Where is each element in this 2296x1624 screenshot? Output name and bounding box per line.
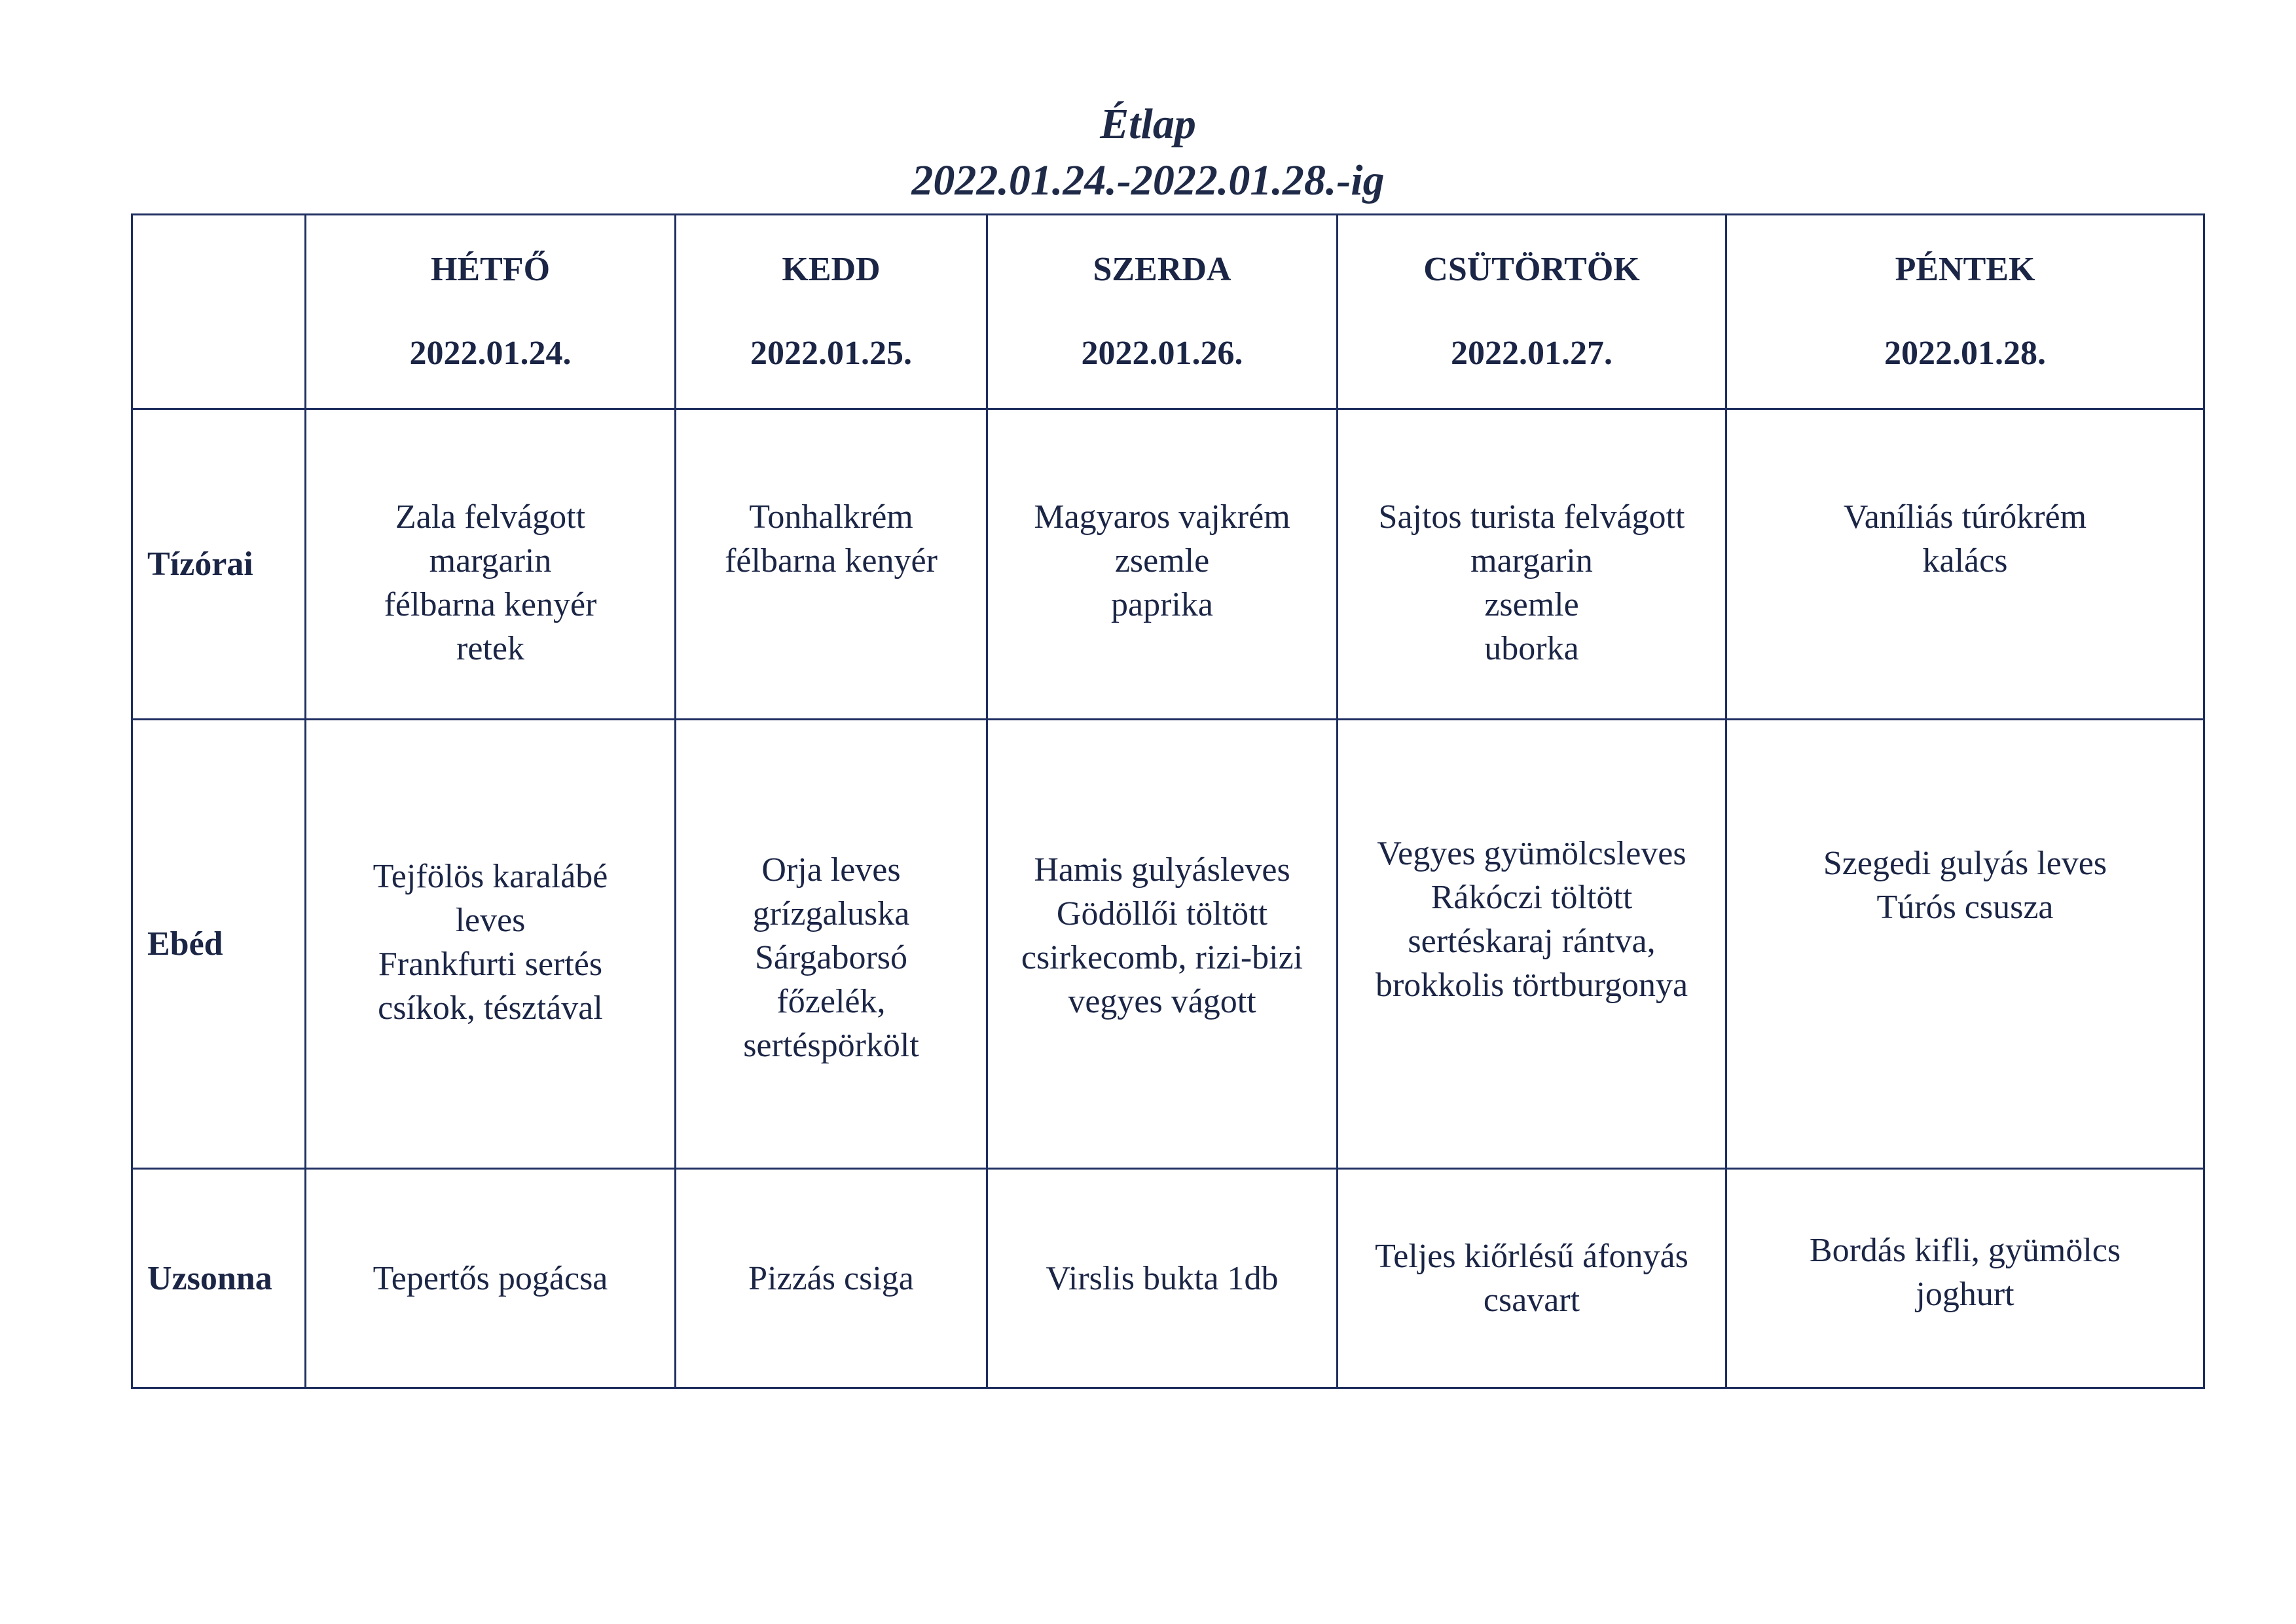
table-row-tizorai <box>132 409 2204 720</box>
menu-cell: Sajtos turista felvágott margarin zsemle uborka <box>1338 409 1726 720</box>
document-title: Étlap <box>1100 100 1196 148</box>
corner-cell <box>132 215 306 409</box>
menu-cell: Pizzás csiga <box>676 1169 987 1388</box>
menu-cell: Bordás kifli, gyümölcs joghurt <box>1726 1169 2204 1388</box>
date-range: 2022.01.24.-2022.01.28.-ig <box>911 157 1385 204</box>
day-header-friday: PÉNTEK 2022.01.28. <box>1726 215 2204 409</box>
day-header-wednesday: SZERDA 2022.01.26. <box>987 215 1338 409</box>
menu-cell: Vaníliás túrókrém kalács <box>1726 409 2204 720</box>
day-header-tuesday: KEDD 2022.01.25. <box>676 215 987 409</box>
menu-cell: Teljes kiőrlésű áfonyás csavart <box>1338 1169 1726 1388</box>
menu-cell: Tonhalkrém félbarna kenyér <box>676 409 987 720</box>
menu-cell: Virslis bukta 1db <box>987 1169 1338 1388</box>
menu-cell: Szegedi gulyás leves Túrós csusza <box>1726 720 2204 1169</box>
menu-cell: Vegyes gyümölcsleves Rákóczi töltött sertéskaraj rántva, brokkolis törtburgonya <box>1338 720 1726 1169</box>
menu-cell: Tepertős pogácsa <box>306 1169 676 1388</box>
row-label: Tízórai <box>132 409 306 720</box>
table-row-uzsonna <box>132 1169 2204 1388</box>
row-label: Uzsonna <box>132 1169 306 1388</box>
day-header-monday: HÉTFŐ 2022.01.24. <box>306 215 676 409</box>
row-label: Ebéd <box>132 720 306 1169</box>
menu-cell: Tejfölös karalábé leves Frankfurti sertés csíkok, tésztával <box>306 720 676 1169</box>
table-row-ebed <box>132 720 2204 1169</box>
header-row <box>132 215 2204 409</box>
menu-cell: Hamis gulyásleves Gödöllői töltött csirkecomb, rizi-bizi vegyes vágott <box>987 720 1338 1169</box>
menu-cell: Zala felvágott margarin félbarna kenyér retek <box>306 409 676 720</box>
menu-cell: Orja leves grízgaluska Sárgaborsó főzelék, sertéspörkölt <box>676 720 987 1169</box>
weekly-menu-table <box>131 213 2205 1389</box>
day-header-thursday: CSÜTÖRTÖK 2022.01.27. <box>1338 215 1726 409</box>
menu-cell: Magyaros vajkrém zsemle paprika <box>987 409 1338 720</box>
